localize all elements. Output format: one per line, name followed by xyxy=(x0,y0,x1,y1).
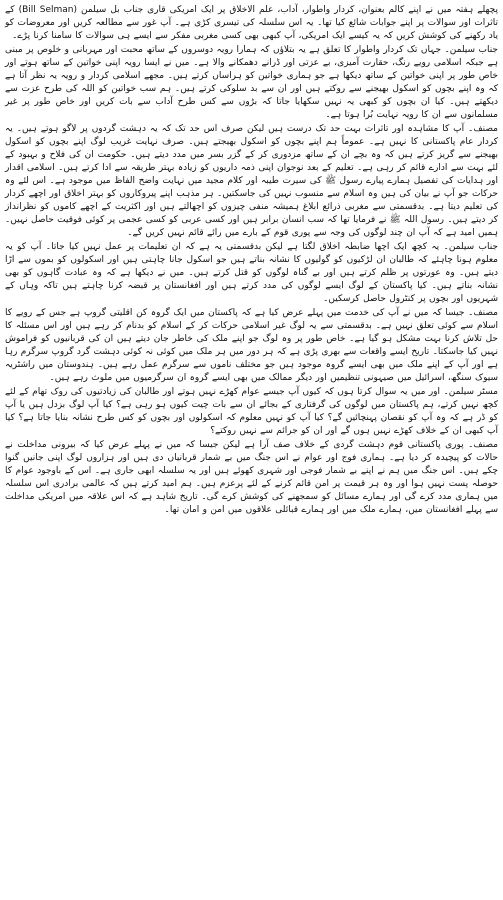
selman-remark-3: مسٹر سیلمن۔ اور میں یہ سوال کرتا ہوں کہ کیوں آپ جیسے عوام کھڑے نہیں ہوتے اور طالبان کی زیادتیوں کی روک تھام کے لئے کچھ نہیں کرتے، ہم پاکستان میں لوگوں کی گرفتاری کے بجائے ان سے بات چیت کیوں ہو رہی ہے؟ کیا آپ لوگ بزدل ہیں یا آپ کو ڈر ہے کہ وہ آپ کو نقصان پہنچائیں گے؟ کیا آپ کو نہیں معلوم کہ اسکولوں اور بچوں کو کس طرح نشانہ بنایا جاتا ہے؟ کیا آپ کبھی ان کے خلاف کھڑے نہیں ہوں گے اور ان کو جرائم سے نہیں روکتے؟ xyxy=(5,387,499,436)
intro-paragraph: پچھلے ہفتہ میں نے اپنے کالم بعنوان، کردار واطوار، آداب، علم الاخلاق پر ایک امریکی قاری جناب بل سیلمن (Bill Selman) کے تاثرات اور سوالات پر اپنے جوابات شائع کیا تھا۔ یہ اس سلسلہ کی تیسری کڑی ہے۔ آپ غور سے مطالعہ کریں اور معروضات کو یاد رکھنے کی کوشش کریں کہ یہ کیسے ایک امریکی، آپ کبھی بھی کسی مغربی مفکر سے ایسے ہی سوالات کا سامنا کرنا پڑے۔ xyxy=(5,5,498,41)
selman-remark-1: جناب سیلمن۔ جہاں تک کردار واطوار کا تعلق ہے یہ بتلاؤں کہ ہمارا رویہ دوسروں کے ساتھ محبت اور مہربانی و خلوص پر مبنی ہے جبکہ اسلامی رویے رنگ، حقارت آمیزی، بے عزتی اور ڈرانے دھمکانے والا ہے۔ میں نے ایسا رویہ اپنی خواتین کے ساتھ ہوتے اور خاص طور پر اپنی خواتین کے ساتھ دیکھا ہے جو ہماری خواتین کو ہراساں کرتے ہیں۔ مجھے اسلامی کردار و رویہ یہ نظر آتا ہے کہ وہ اپنے بچوں کو اسکول بھیجنے سے روکتے ہیں اور ان سے بد سلوکی کرتے ہیں۔ ہم سب خواتین کو اللہ کی طرح عزت سے دیکھتے ہیں۔ کیا ان بچوں کو کبھی یہ نہیں سکھایا جاتا کہ بڑوں سے کس طرح آداب سے بات کریں اور خاص طور پر غیر مسلمانوں سے ان کا رویہ نہایت بُرا ہوتا ہے۔ xyxy=(5,45,498,120)
selman-remark-2: جناب سیلمن۔ یہ کچھ ایک اچھا ضابطہ اخلاق لگتا ہے لیکن بدقسمتی یہ ہے کہ ان تعلیمات پر عمل نہیں کیا جاتا۔ آپ کو یہ معلوم ہونا چاہئے کہ طالبان ان لڑکیوں کو گولیوں کا نشانہ بناتے ہیں جو اسکول جانا چاہتی ہیں اور اسکولوں کو بموں سے اڑا دیتے ہیں۔ وہ عورتوں پر ظلم کرتے ہیں اور بے گناہ لوگوں کو قتل کرتے ہیں۔ میں نے دیکھا ہے کہ وہ عبادت گاہوں کو بھی نشانہ بناتے ہیں۔ کیا پاکستان کے لوگ ایسے لوگوں کی مدد کرتے ہیں اور افغانستان پر قبضہ کرنا چاہتے ہیں تاکہ وہاں کے شہریوں اور بچوں پر کنٹرول حاصل کرسکیں۔ xyxy=(5,242,498,304)
author-reply-3: مصنف۔ پوری پاکستانی قوم دہشت گردی کے خلاف صف آرا ہے لیکن جیسا کہ میں نے پہلے عرض کیا کہ بیرونی مداخلت نے حالات کو پیچیدہ کر دیا ہے۔ ہماری فوج اور عوام نے اس جنگ میں بے شمار قربانیاں دی ہیں اور ہزاروں لوگ اپنی جانیں گنوا چکے ہیں۔ اس جنگ میں ہم نے اپنے بے شمار فوجی اور شہری کھوئے ہیں اور یہ سلسلہ ابھی جاری ہے۔ اس کے باوجود عوام کا حوصلہ پست نہیں ہوا اور وہ ہر قیمت پر امن قائم کرنے کے لئے پرعزم ہیں۔ ہم امید کرتے ہیں کہ عالمی برادری اس سلسلہ میں ہماری مدد کرے گی اور ہمارے مسائل کو سمجھنے کی کوشش کرے گی۔ تاریخ شاہد ہے کہ اس علاقہ میں امریکی مداخلت سے پہلے افغانستان میں، ہمارے ملک میں اور ہمارے قبائلی علاقوں میں امن و امان تھا۔ xyxy=(5,440,498,515)
author-reply-2: مصنف۔ جیسا کہ میں نے آپ کی خدمت میں پہلے عرض کیا ہے کہ پاکستان میں ایک گروہ کن اقلیتی گروپ ہے جس کے رویے کا اسلام سے کوئی تعلق نہیں ہے۔ بدقسمتی سے یہ لوگ غیر اسلامی حرکات کر کے اسلام کو بدنام کر رہے ہیں اور اس مسئلہ کا حل تلاش کرنا بہت مشکل ہو گیا ہے۔ خاص طور پر وہ لوگ جو اپنے ملک کی خاطر جان دیتے ہیں ان کی قربانیوں کو فراموش نہیں کیا جاسکتا۔ تاریخ ایسے واقعات سے بھری پڑی ہے کہ ہر دور میں ہر ملک میں کوئی نہ کوئی دہشت گرد گروپ سرگرم رہا ہے اور آپ کے اپنے ملک میں بھی ایسے گروہ موجود ہیں جو مختلف ناموں سے سرگرم عمل رہے ہیں۔ ہندوستان میں راشٹریہ سیوک سنگھ، اسرائیل میں صیہونی تنظیمیں اور دیگر ممالک میں بھی ایسے گروہ ان سرگرمیوں میں ملوث رہے ہیں۔ xyxy=(5,308,498,383)
author-reply-1: مصنف۔ آپ کا مشاہدہ اور تاثرات بہت حد تک درست ہیں لیکن صرف اس حد تک کہ یہ دہشت گردوں پر لاگو ہوتے ہیں۔ یہ کردار عام پاکستانی کا نہیں ہے۔ عموماً ہم اپنے بچوں کو اسکول بھیجتے ہیں۔ صرف نہایت غریب لوگ اپنے بچوں کو اسکول بھیجنے سے گریز کرتے ہیں کہ وہ بچے ان کے ساتھ مزدوری کر کے گزر بسر میں مدد دیتے ہیں۔ حکومت ان کی فلاح و بہبود کے لئے بہت سے ادارے قائم کر رہی ہے۔ تعلیم کے بعد نوجوان اپنی ذمہ داریوں کو زیادہ بہتر طریقہ سے ادا کرتے ہیں۔ اسلامی اقدار اور ہدایات کی تفصیل ہمارے پیارے رسول ﷺ کی سیرت طیبہ اور کلام مجید میں نہایت واضح الفاظ میں موجود ہے۔ اس لئے وہ حرکات جو آپ نے بیان کی ہیں وہ اسلام سے منسوب نہیں کی جاسکتیں۔ ہر مذہب اپنے پیروکاروں کو بہتر اخلاق اور اچھے کردار کی تعلیم دیتا ہے۔ بدقسمتی سے مغربی ذرائع ابلاغ ہمیشہ منفی چیزوں کو اچھالتے ہیں اور اکثریت کے اچھے کاموں کو نظرانداز کر دیتے ہیں۔ رسول اللہ ﷺ نے فرمایا تھا کہ سب انسان برابر ہیں اور کسی عربی کو کسی عجمی پر کوئی فوقیت حاصل نہیں۔ ہمیں امید ہے کہ آپ ان چند لوگوں کی وجہ سے پوری قوم کے بارے میں رائے قائم نہیں کریں گے۔ xyxy=(5,124,498,238)
